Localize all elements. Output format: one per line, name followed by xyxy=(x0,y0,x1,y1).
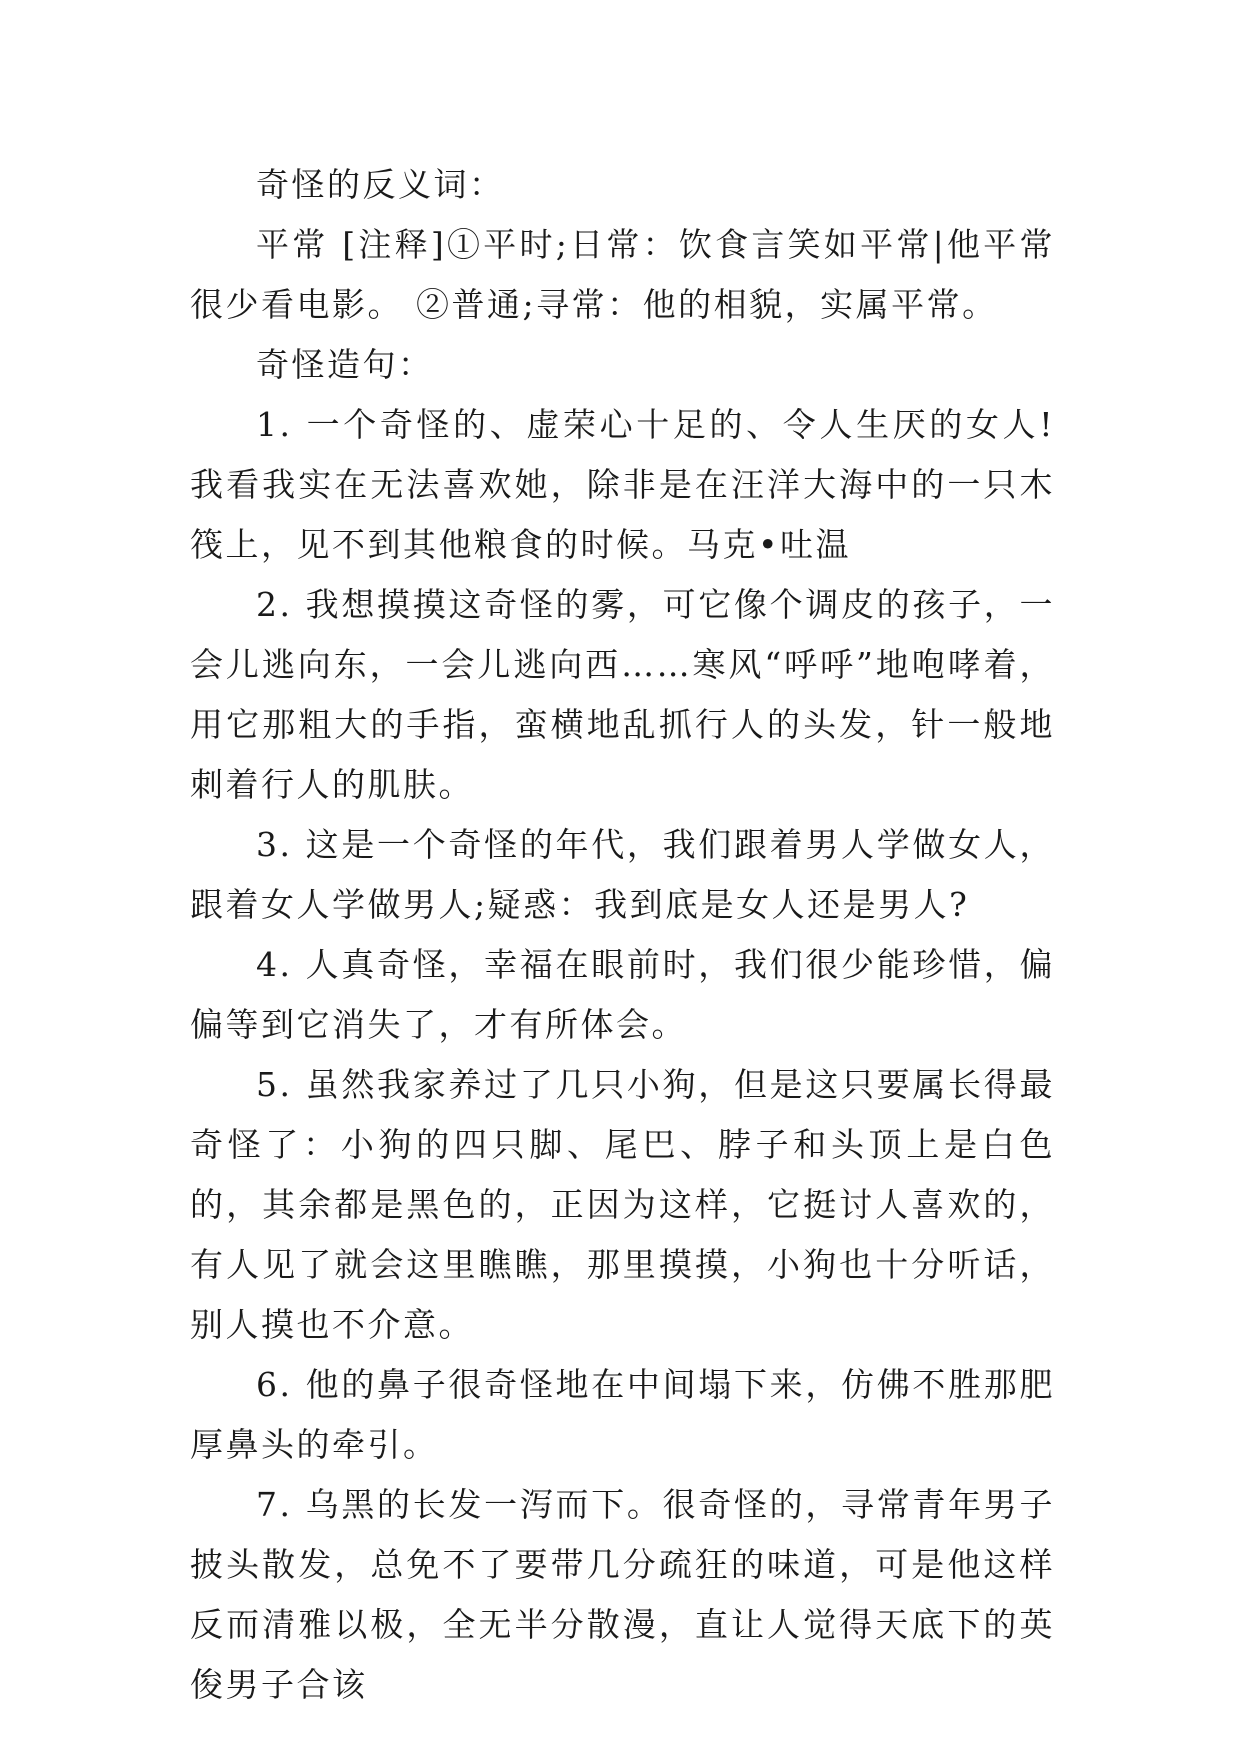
document-body xyxy=(190,155,1055,1715)
example-sentence-2: 2. 我想摸摸这奇怪的雾，可它像个调皮的孩子，一会儿逃向东，一会儿逃向西……寒风“呼呼”地咆哮着，用它那粗大的手指，蛮横地乱抓行人的头发，针一般地刺着行人的肌肤。 xyxy=(190,585,1055,804)
antonym-definition: 平常 [注释]①平时;日常：饮食言笑如平常|他平常很少看电影。 ②普通;寻常：他的相貌，实属平常。 xyxy=(190,225,1055,324)
antonym-heading: 奇怪的反义词： xyxy=(256,165,505,204)
example-sentence-7: 7. 乌黑的长发一泻而下。很奇怪的，寻常青年男子披头散发，总免不了要带几分疏狂的味道，可是他这样反而清雅以极，全无半分散漫，直让人觉得天底下的英俊男子合该 xyxy=(190,1485,1055,1704)
example-sentence-3: 3. 这是一个奇怪的年代，我们跟着男人学做女人，跟着女人学做男人;疑惑：我到底是女人还是男人? xyxy=(190,825,1055,924)
example-sentence-5: 5. 虽然我家养过了几只小狗，但是这只要属长得最奇怪了：小狗的四只脚、尾巴、脖子和头顶上是白色的，其余都是黑色的，正因为这样，它挺讨人喜欢的，有人见了就会这里瞧瞧，那里摸摸，小狗也十分听话，别人摸也不介意。 xyxy=(190,1065,1055,1344)
example-sentence-1: 1. 一个奇怪的、虚荣心十足的、令人生厌的女人!我看我实在无法喜欢她，除非是在汪洋大海中的一只木筏上，见不到其他粮食的时候。马克•吐温 xyxy=(190,405,1055,564)
example-sentence-4: 4. 人真奇怪，幸福在眼前时，我们很少能珍惜，偏偏等到它消失了，才有所体会。 xyxy=(190,945,1055,1044)
sentence-examples-heading: 奇怪造句： xyxy=(256,345,434,384)
example-sentence-6: 6. 他的鼻子很奇怪地在中间塌下来，仿佛不胜那肥厚鼻头的牵引。 xyxy=(190,1365,1055,1464)
